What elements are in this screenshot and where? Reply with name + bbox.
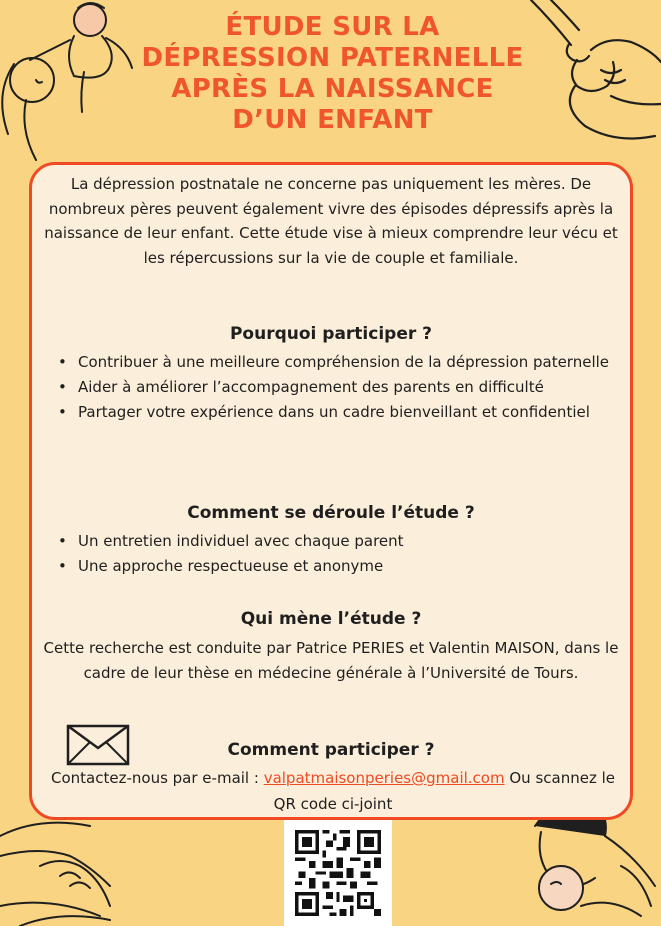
who-text: Cette recherche est conduite par Patrice PERIES et Valentin MAISON, dans le cadre de leur thèse en médecine générale à l’Université de Tours.: [43, 639, 619, 682]
participate-heading: Comment participer ?: [227, 740, 435, 760]
title-line-1: ÉTUDE SUR LA: [225, 12, 440, 42]
title-line-4: D’UN ENFANT: [232, 105, 433, 135]
list-item: • Un entretien individuel avec chaque parent: [56, 529, 628, 554]
contact-suffix: Ou scannez le QR code ci-joint: [273, 769, 615, 813]
why-list: [56, 350, 628, 425]
who-heading: Qui mène l’étude ?: [240, 609, 422, 629]
list-item: • Contribuer à une meilleure compréhension de la dépression paternelle: [56, 350, 628, 375]
why-heading: Pourquoi participer ?: [229, 324, 433, 344]
contact-prefix: Contactez-nous par e-mail :: [51, 769, 264, 787]
page-title: [110, 12, 555, 136]
how-heading: Comment se déroule l’étude ?: [187, 503, 475, 523]
contact-text: [42, 765, 624, 817]
title-line-3: APRÈS LA NAISSANCE: [171, 74, 494, 104]
list-item: • Une approche respectueuse et anonyme: [56, 554, 628, 579]
title-line-2: DÉPRESSION PATERNELLE: [141, 43, 524, 73]
email-link[interactable]: valpatmaisonperies@gmail.com: [263, 769, 505, 787]
qr-code-graphic: [294, 830, 382, 916]
list-item: • Partager votre expérience dans un cadre bienveillant et confidentiel: [56, 400, 628, 425]
intro-text: La dépression postnatale ne concerne pas uniquement les mères. De nombreux pères peuvent également vivre des épisodes dépressifs après la naissance de leur enfant. Cette étude vise à mieux comprendre leur vécu et les répercussions sur la vie de couple et familiale.: [44, 175, 618, 267]
list-item: • Aider à améliorer l’accompagnement des parents en difficulté: [56, 375, 628, 400]
baby-hand-illustration: [0, 816, 150, 926]
how-list: [56, 529, 628, 579]
qr-code[interactable]: [284, 820, 392, 926]
